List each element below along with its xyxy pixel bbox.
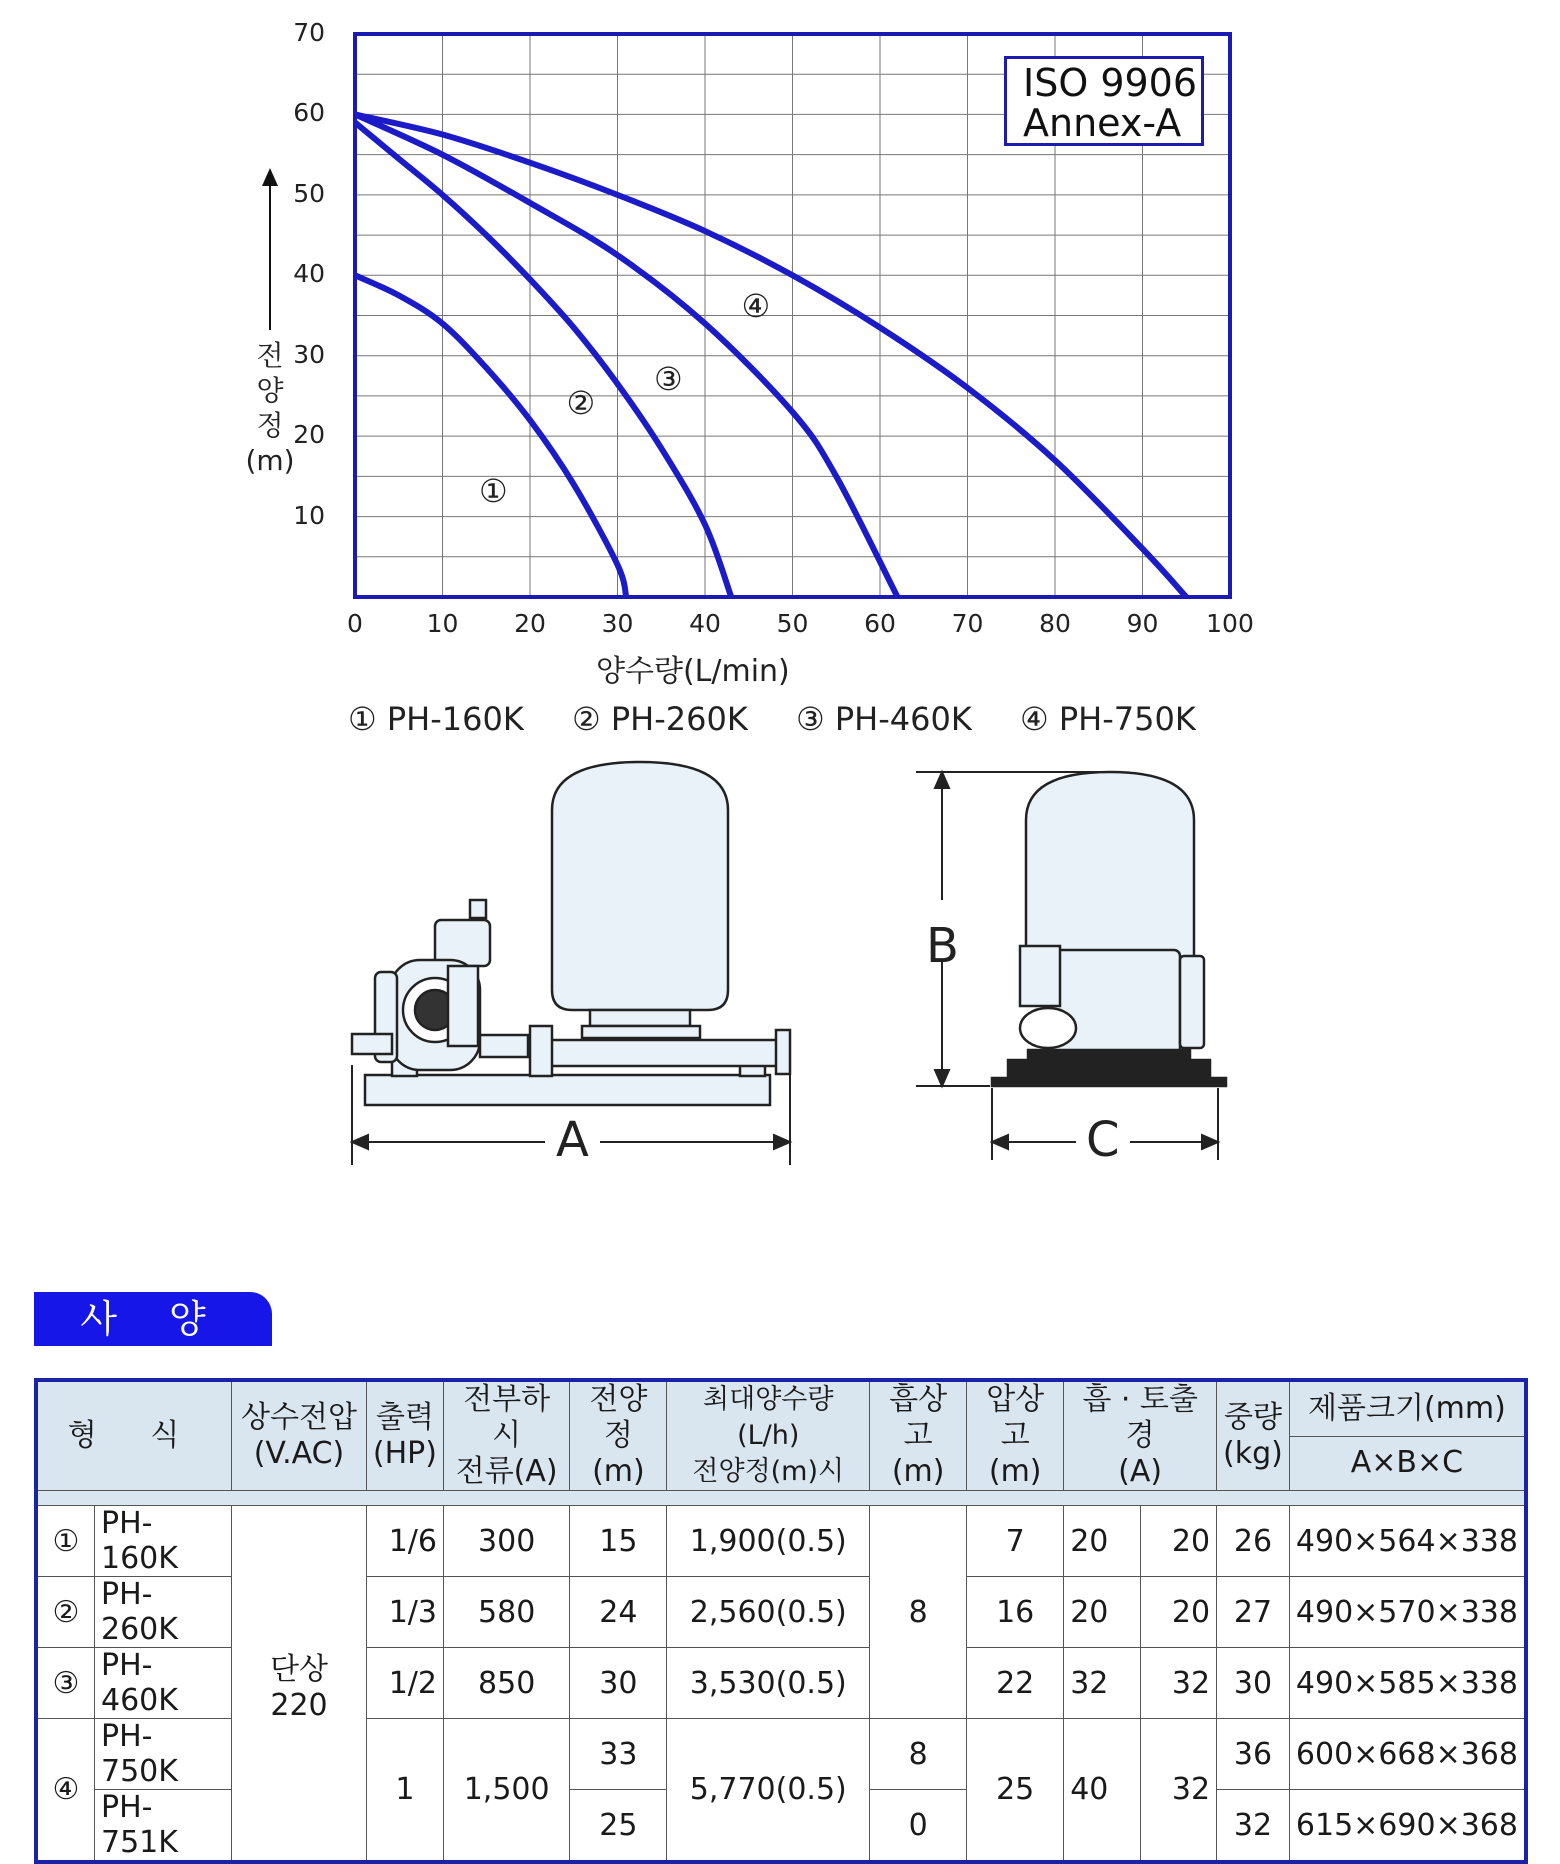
- x-tick-label: 60: [864, 609, 896, 638]
- curve-label: ④: [741, 287, 771, 326]
- table-row: ② PH-260K 1/3 580 24 2,560(0.5) 16 20 20 27 490×570×338: [36, 1577, 1526, 1648]
- side-view: [992, 772, 1226, 1086]
- x-tick-label: 90: [1126, 609, 1159, 638]
- legend-item: ④ PH-750K: [1020, 700, 1196, 738]
- header-size-sub: A×B×C: [1289, 1436, 1526, 1490]
- y-tick-label: 70: [293, 18, 325, 47]
- curve-label: ③: [654, 359, 683, 398]
- y-tick-label: 10: [293, 500, 325, 530]
- y-tick-label: 20: [293, 420, 325, 450]
- x-tick-label: 70: [951, 609, 984, 638]
- voltage-cell: 단상 220: [232, 1506, 367, 1863]
- x-tick-label: 30: [601, 609, 634, 638]
- model-cell: PH-160K: [95, 1506, 232, 1577]
- table-row: ① PH-160K 단상 220 1/6 300 15 1,900(0.5) 8 7 20 20 26 490×564×338: [36, 1506, 1526, 1577]
- curve-label: ①: [479, 472, 508, 511]
- table-row: ③ PH-460K 1/2 850 30 3,530(0.5) 22 32 32 30 490×585×338: [36, 1648, 1526, 1719]
- header-weight: 중량 (kg): [1217, 1380, 1290, 1491]
- table-row: PH-751K 25 0 32 615×690×368: [36, 1790, 1526, 1863]
- curve-label: ②: [566, 383, 596, 422]
- x-axis-label: 양수량(L/min): [596, 654, 790, 689]
- model-cell: PH-260K: [95, 1577, 232, 1648]
- chart-legend: [348, 700, 1234, 738]
- y-label-unit: (m): [245, 444, 295, 477]
- base-plate: [365, 1075, 770, 1105]
- header-current: 전부하시 전류(A): [443, 1380, 569, 1491]
- header-suction: 흡상고 (m): [870, 1380, 967, 1491]
- y-label-char: 전: [256, 339, 284, 372]
- x-tick-label: 10: [426, 609, 459, 638]
- header-output: 출력 (HP): [366, 1380, 443, 1491]
- product-dimension-drawing: [0, 760, 1560, 1180]
- header-bore: 흡 · 토출경 (A): [1064, 1380, 1217, 1491]
- header-size: 제품크기(mm): [1289, 1380, 1526, 1436]
- legend-item: ① PH-160K: [348, 700, 524, 738]
- y-tick-label: 60: [293, 98, 325, 128]
- y-axis-label: [240, 338, 300, 478]
- x-tick-label: 0: [347, 609, 363, 638]
- discharge-pipe: [540, 1040, 780, 1066]
- chart-plot: [0, 0, 1560, 640]
- iso-line-2: Annex-A: [1023, 101, 1182, 145]
- dimension-b-label: B: [926, 918, 959, 974]
- header-flow: 최대양수량(L/h) 전양정(m)시: [667, 1380, 870, 1491]
- y-tick-label: 40: [293, 259, 325, 289]
- header-pressure: 압상고 (m): [967, 1380, 1064, 1491]
- iso-line-1: ISO 9906: [1023, 61, 1198, 105]
- legend-item: ③ PH-460K: [796, 700, 972, 738]
- model-cell: PH-750K: [95, 1719, 232, 1790]
- header-voltage: 상수전압 (V.AC): [232, 1380, 367, 1491]
- x-tick-label: 50: [776, 609, 809, 638]
- spec-table: [34, 1378, 1528, 1864]
- x-tick-label: 40: [689, 609, 721, 638]
- x-tick-label: 100: [1206, 609, 1254, 638]
- model-cell: PH-751K: [95, 1790, 232, 1863]
- x-tick-label: 80: [1039, 609, 1071, 638]
- front-view: [352, 762, 790, 1105]
- x-tick-label: 20: [514, 609, 546, 638]
- y-label-char: 양: [256, 374, 284, 407]
- base-stand: [992, 1050, 1226, 1086]
- dimension-c-label: C: [1086, 1112, 1120, 1168]
- y-tick-label: 50: [293, 178, 325, 208]
- iso-standard-box: [1004, 56, 1204, 146]
- spec-section-title: 사 양: [34, 1292, 272, 1346]
- model-cell: PH-460K: [95, 1648, 232, 1719]
- suction-cell: 8: [870, 1506, 967, 1719]
- y-label-char: 정: [256, 409, 284, 442]
- table-row: ④ PH-750K 1 1,500 33 5,770(0.5) 8 25 40 32 36 600×668×368: [36, 1719, 1526, 1790]
- dimension-a-label: A: [556, 1112, 589, 1168]
- header-head: 전양정 (m): [570, 1380, 667, 1491]
- pressure-tank: [552, 762, 728, 1010]
- legend-item: ② PH-260K: [572, 700, 748, 738]
- y-tick-label: 30: [293, 339, 325, 369]
- pressure-tank-side: [1026, 772, 1194, 974]
- header-model: 형 식: [36, 1380, 232, 1491]
